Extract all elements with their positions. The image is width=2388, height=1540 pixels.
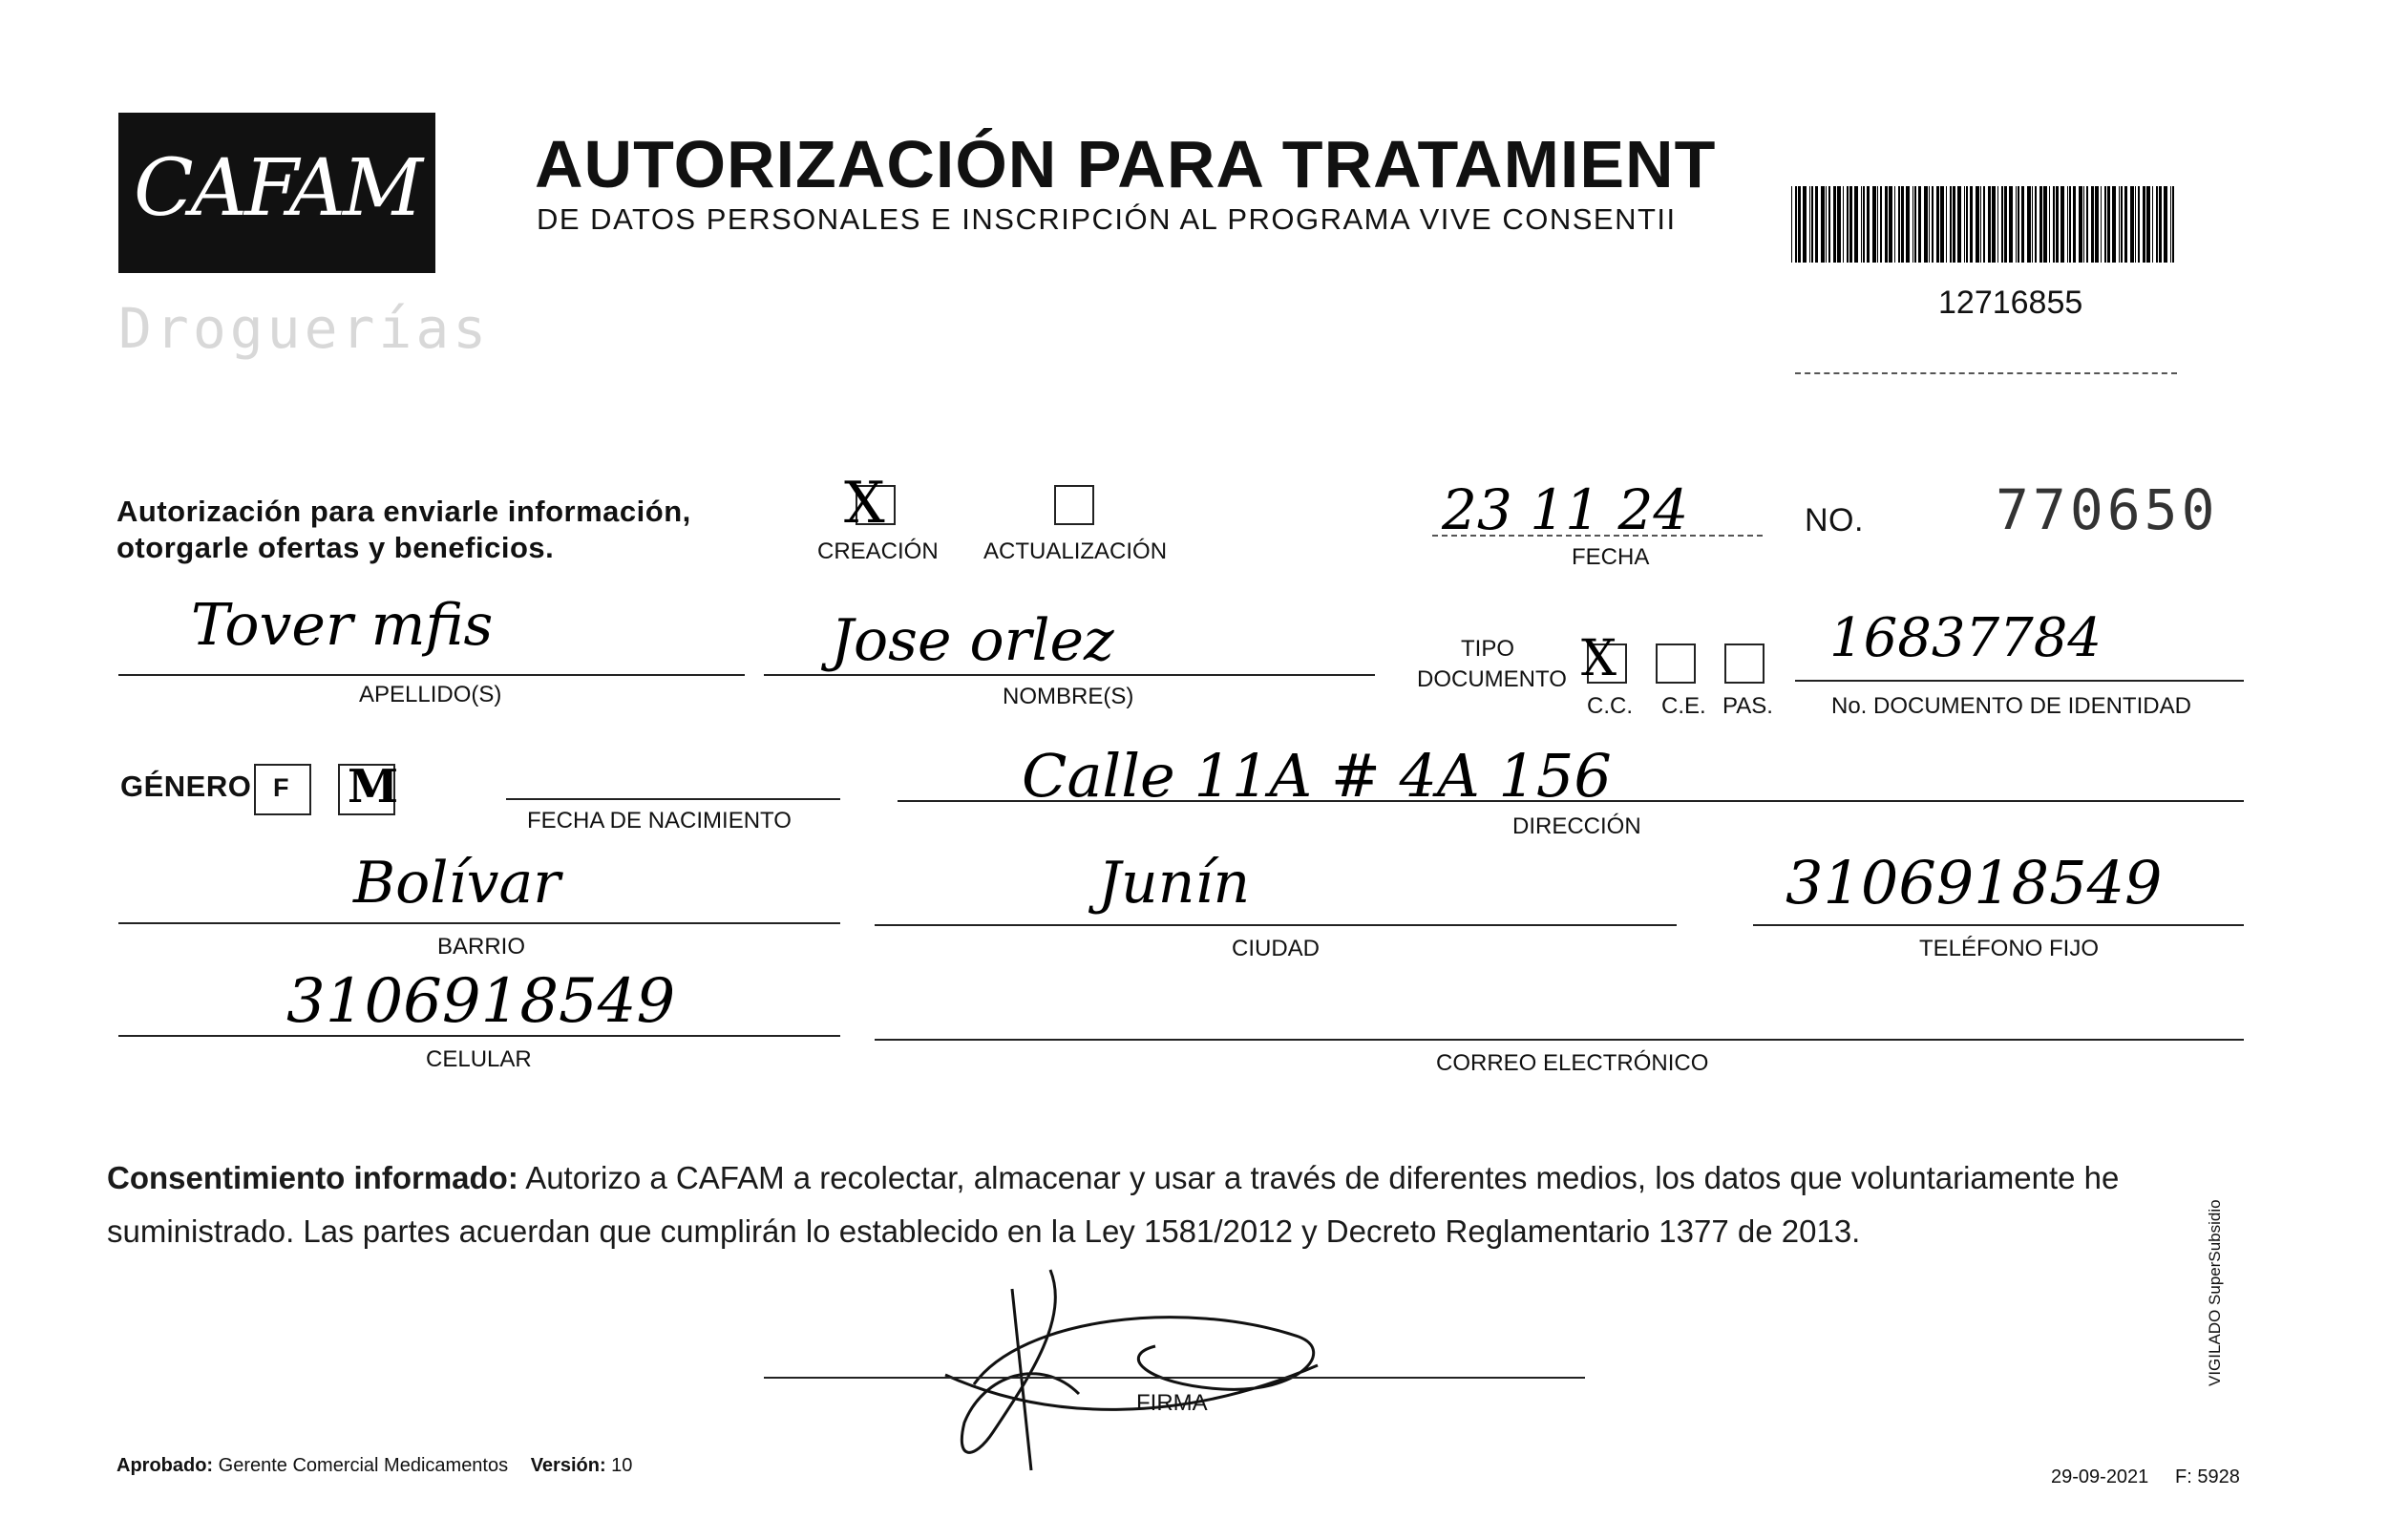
celular-label: CELULAR <box>426 1046 532 1072</box>
barcode-bar <box>1809 186 1810 263</box>
aprobado-label: Aprobado: <box>116 1455 214 1476</box>
barcode-bar <box>1988 186 1991 263</box>
apellidos-line <box>118 674 745 676</box>
barcode-bar <box>2121 186 2123 263</box>
celular-value: 3106918549 <box>286 966 676 1037</box>
barcode-bar <box>1950 186 1952 263</box>
footer-code: F: 5928 <box>2175 1466 2240 1487</box>
barcode-bar <box>1936 186 1939 263</box>
barcode-bar <box>1854 186 1858 263</box>
intro-line-1: Autorización para enviarle información, <box>116 495 691 528</box>
barcode-bar <box>2091 186 2094 263</box>
barcode-bar <box>1953 186 1955 263</box>
celular-line <box>118 1035 840 1037</box>
barrio-label: BARRIO <box>437 934 526 960</box>
barcode-bar <box>1863 186 1865 263</box>
barcode-bar <box>1880 186 1882 263</box>
barcode-bar <box>1837 186 1841 263</box>
fecha-label: FECHA <box>1572 544 1650 570</box>
aprobado-value: Gerente Comercial Medicamentos <box>218 1455 509 1476</box>
fecha-value: 23 11 24 <box>1442 477 1689 542</box>
barcode-bar <box>2104 186 2106 263</box>
cc-mark: X <box>1581 630 1617 687</box>
barcode-bar <box>1798 186 1801 263</box>
documento-line <box>1795 680 2244 682</box>
barcode-bar <box>1803 186 1807 263</box>
barcode-bar <box>1828 186 1830 263</box>
barcode-bar <box>2135 186 2136 263</box>
barcode-bar <box>1898 186 1900 263</box>
barcode-bar <box>2086 186 2088 263</box>
barcode-bar <box>1957 186 1961 263</box>
signature <box>936 1232 1356 1480</box>
barcode-bar <box>2067 186 2068 263</box>
apellidos-value: Tover mfis <box>191 592 494 659</box>
correo-line <box>875 1039 2244 1041</box>
barcode-bar <box>2039 186 2042 263</box>
barcode-bar <box>2138 186 2140 263</box>
genero-f-label: F <box>273 773 289 802</box>
barcode-bar <box>2101 186 2102 263</box>
barcode-bar <box>2027 186 2031 263</box>
barcode-bar <box>2143 186 2145 263</box>
footer-date: 29-09-2021 <box>2051 1466 2149 1487</box>
barcode-bar <box>2043 186 2047 263</box>
header-rule <box>1795 372 2177 374</box>
nombres-value: Jose orlez <box>831 607 1114 674</box>
barcode-bar <box>1901 186 1904 263</box>
barcode-bar <box>2107 186 2110 263</box>
ciudad-line <box>875 924 1677 926</box>
firma-label: FIRMA <box>1136 1390 1208 1416</box>
barcode-bar <box>1992 186 1996 263</box>
barcode-bar <box>2053 186 2055 263</box>
form-subtitle: DE DATOS PERSONALES E INSCRIPCIÓN AL PROGRAMA VIVE CONSENTII <box>537 202 1677 236</box>
ce-label: C.E. <box>1661 693 1706 719</box>
barcode-bar <box>1932 186 1934 263</box>
barcode-bar <box>1980 186 1981 263</box>
direccion-line <box>898 800 2244 802</box>
fecha-nacimiento-label: FECHA DE NACIMIENTO <box>527 808 792 833</box>
barcode-bar <box>1894 186 1895 263</box>
barcode-bar <box>1872 186 1876 263</box>
barcode-bar <box>1997 186 1998 263</box>
pas-checkbox[interactable] <box>1724 643 1765 684</box>
barcode-bar <box>1976 186 1979 263</box>
barcode-bar <box>2069 186 2071 263</box>
pas-label: PAS. <box>1722 693 1773 719</box>
consent-heading: Consentimiento informado: <box>107 1160 518 1195</box>
consent-text: Autorizo a CAFAM a recolectar, almacenar y usar a través de diferentes medios, los datos que voluntariamente he suministrado. Las partes acuerdan que cumplirán lo establecido en la Ley 1581/2012 y Decreto Reglamentario 1377 de 2013. <box>107 1160 2120 1249</box>
barcode-bar <box>2032 186 2033 263</box>
barcode-bar <box>2001 186 2003 263</box>
barcode-bar <box>2112 186 2116 263</box>
cc-label: C.C. <box>1587 693 1633 719</box>
barcode-bar <box>2156 186 2158 263</box>
barcode-bar <box>2083 186 2084 263</box>
barcode-bar <box>1924 186 1928 263</box>
barcode-bar <box>2009 186 2013 263</box>
barcode-bar <box>1847 186 1849 263</box>
barcode-bar <box>2172 186 2174 263</box>
creacion-label: CREACIÓN <box>817 538 939 564</box>
barcode-bar <box>2130 186 2134 263</box>
barcode-bar <box>2018 186 2019 263</box>
barcode-bar <box>2056 186 2059 263</box>
ciudad-label: CIUDAD <box>1232 936 1321 961</box>
barcode-bar <box>2035 186 2037 263</box>
barcode-bar <box>2004 186 2007 263</box>
direccion-label: DIRECCIÓN <box>1512 813 1641 839</box>
tipo-doc-label-2: DOCUMENTO <box>1417 666 1567 692</box>
barcode-bar <box>2119 186 2120 263</box>
creacion-mark: X <box>844 470 885 537</box>
numero-value: 770650 <box>1996 477 2219 542</box>
logo-text: CAFAM <box>134 143 420 234</box>
barcode-bar <box>1861 186 1862 263</box>
telefono-value: 3106918549 <box>1786 848 2163 918</box>
nombres-label: NOMBRE(S) <box>1003 684 1134 709</box>
barcode-bar <box>1867 186 1870 263</box>
vigilado-note: VIGILADO SuperSubsidio <box>2206 1199 2224 1386</box>
tipo-doc-label-1: TIPO <box>1461 636 1515 662</box>
barcode-bar <box>2016 186 2017 263</box>
barcode-bar <box>1795 186 1797 263</box>
barcode-bar <box>1889 186 1892 263</box>
barcode-bar <box>1929 186 1930 263</box>
barcode-bar <box>2021 186 2024 263</box>
telefono-line <box>1753 924 2244 926</box>
barcode-bar <box>2152 186 2153 263</box>
barcode-bar <box>2164 186 2167 263</box>
barcode-bar <box>2159 186 2162 263</box>
actualizacion-label: ACTUALIZACIÓN <box>983 538 1168 564</box>
barcode-bar <box>2073 186 2076 263</box>
barcode-bar <box>1885 186 1888 263</box>
correo-label: CORREO ELECTRÓNICO <box>1436 1050 1709 1076</box>
fecha-line <box>1432 535 1763 537</box>
barcode-bar <box>2095 186 2099 263</box>
form-title: AUTORIZACIÓN PARA TRATAMIENT <box>535 127 1717 201</box>
barcode-bar <box>1811 186 1813 263</box>
telefono-label: TELÉFONO FIJO <box>1919 936 2100 961</box>
ce-checkbox[interactable] <box>1656 643 1696 684</box>
footer-approved <box>116 1455 632 1477</box>
direccion-value: Calle 11A # 4A 156 <box>1022 741 1612 811</box>
barcode-number: 12716855 <box>1938 285 2083 321</box>
nombres-line <box>764 674 1375 676</box>
barcode-bar <box>1877 186 1878 263</box>
apellidos-label: APELLIDO(S) <box>359 682 502 707</box>
barcode-bar <box>1940 186 1944 263</box>
barcode-bar <box>1821 186 1825 263</box>
barcode-bar <box>1966 186 1968 263</box>
firma-line <box>764 1377 1585 1379</box>
barcode-bar <box>1833 186 1836 263</box>
barcode-bar <box>2170 186 2171 263</box>
intro-line-2: otorgarle ofertas y beneficios. <box>116 531 555 564</box>
barcode-bar <box>1843 186 1844 263</box>
barcode-bar <box>1918 186 1921 263</box>
documento-label: No. DOCUMENTO DE IDENTIDAD <box>1831 693 2191 719</box>
barcode <box>1791 186 2179 263</box>
barcode-bar <box>1791 186 1792 263</box>
genero-m-label: M <box>348 760 399 813</box>
barcode-bar <box>2049 186 2050 263</box>
barrio-line <box>118 922 840 924</box>
barcode-bar <box>1914 186 1916 263</box>
barcode-bar <box>1815 186 1818 263</box>
barcode-bar <box>1849 186 1852 263</box>
actualizacion-checkbox[interactable] <box>1054 485 1094 525</box>
barcode-bar <box>1964 186 1965 263</box>
version-value: 10 <box>611 1455 633 1476</box>
logo-subtitle: Droguerías <box>118 296 491 361</box>
barcode-bar <box>1970 186 1973 263</box>
ciudad-value: Junín <box>1098 850 1251 917</box>
barcode-bar <box>1946 186 1947 263</box>
version-label: Versión: <box>530 1455 606 1476</box>
genero-label: GÉNERO <box>120 770 252 803</box>
barcode-bar <box>1826 186 1827 263</box>
barrio-value: Bolívar <box>353 850 560 917</box>
barcode-bar <box>2146 186 2150 263</box>
barcode-bar <box>2079 186 2082 263</box>
barcode-bar <box>2060 186 2064 263</box>
fecha-nacimiento-line <box>506 798 840 800</box>
barcode-bar <box>2124 186 2127 263</box>
documento-value: 16837784 <box>1829 607 2103 669</box>
barcode-bar <box>1906 186 1910 263</box>
barcode-bar <box>1983 186 1985 263</box>
numero-label: NO. <box>1805 502 1864 538</box>
